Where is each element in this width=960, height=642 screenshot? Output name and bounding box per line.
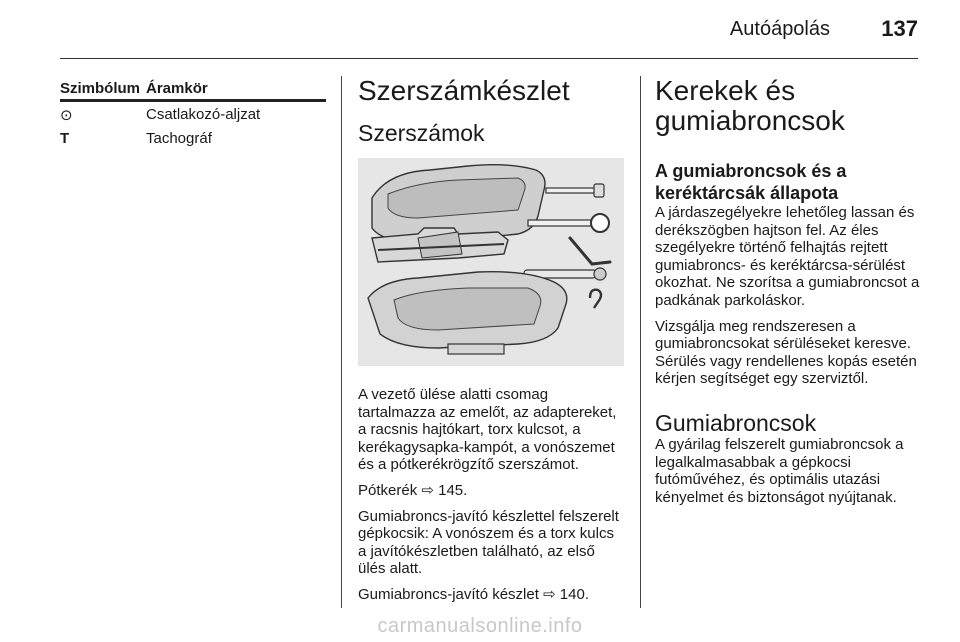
body-paragraph: Gumiabroncs-javító készlet ⇨ 140. [358, 585, 589, 603]
table-cell-symbol: T [60, 130, 70, 147]
table-row [60, 126, 326, 149]
subsection-heading: Szerszámok [358, 120, 485, 146]
page-header [0, 0, 960, 60]
tray-tab [448, 344, 504, 354]
table-cell-symbol: ⊙ [60, 107, 73, 124]
table-cell-circuit: Tachográf [146, 130, 212, 147]
column-divider [341, 76, 342, 608]
bolt-shaft [546, 188, 596, 193]
body-paragraph: Vizsgálja meg rendszeresen a gumiabroncsokat sérüléseket keresve. Sérülés vagy rendellenes kopás esetén kérjen segítséget egy szerviztől. [655, 317, 917, 388]
symbol-table [60, 80, 326, 149]
tow-eye-ring [591, 214, 609, 232]
subsection-heading: A gumiabroncsok és a keréktárcsák állapota [655, 161, 847, 203]
body-paragraph: Pótkerék ⇨ 145. [358, 481, 468, 499]
table-header-circuit: Áramkör [146, 80, 326, 101]
column-divider [640, 76, 641, 608]
section-heading: Gumiabroncsok [655, 409, 817, 436]
body-paragraph: A gyárilag felszerelt gumiabroncsok a legalkalmasabbak a gépkocsi futóművéhez, és optimális utazási kényelmet és biztonságot nyújtanak. [655, 435, 904, 506]
body-paragraph: Gumiabroncs-javító készlettel felszerelt gépkocsik: A vonószem és a torx kulcs a javítókészletben található, az első ülés alatt. [358, 507, 619, 578]
column-left [60, 76, 326, 608]
column-middle [358, 76, 624, 608]
watermark: carmanualsonline.info [377, 615, 583, 637]
table-row [60, 101, 326, 127]
table-cell-circuit: Csatlakozó-aljzat [146, 106, 261, 123]
section-title: Autóápolás [729, 18, 830, 40]
toolkit-drawing [358, 158, 624, 366]
body-paragraph: A járdaszegélyekre lehetőleg lassan és derékszögben hajtson fel. Az éles szegélyekre történő felhajtás rejtett gumiabroncs- és keréktárcsa-sérülést okozhat. Ne szorítsa a gumiabroncsot a padkának parkoláskor. [655, 204, 920, 309]
ratchet-head [594, 268, 606, 280]
lower-tray-recess [394, 288, 541, 330]
column-right [655, 76, 923, 608]
bolt-head [594, 184, 604, 197]
page-number: 137 [881, 16, 918, 41]
header-rule [60, 58, 918, 59]
table-header-row [60, 80, 326, 101]
tow-eye-shaft [528, 220, 592, 226]
section-heading: Szerszámkészlet [358, 75, 570, 106]
section-heading: Kerekek és gumiabroncsok [655, 75, 845, 136]
table-header-symbol: Szimbólum [60, 80, 146, 101]
body-paragraph: A vezető ülése alatti csomag tartalmazza az emelőt, az adaptereket, a racsnis hajtókart, torx kulcsot, a kerékagysapka-kampót, a vonószemet és a pótkerékrögzítő szerszámot. [358, 386, 617, 474]
toolkit-illustration [358, 158, 624, 366]
